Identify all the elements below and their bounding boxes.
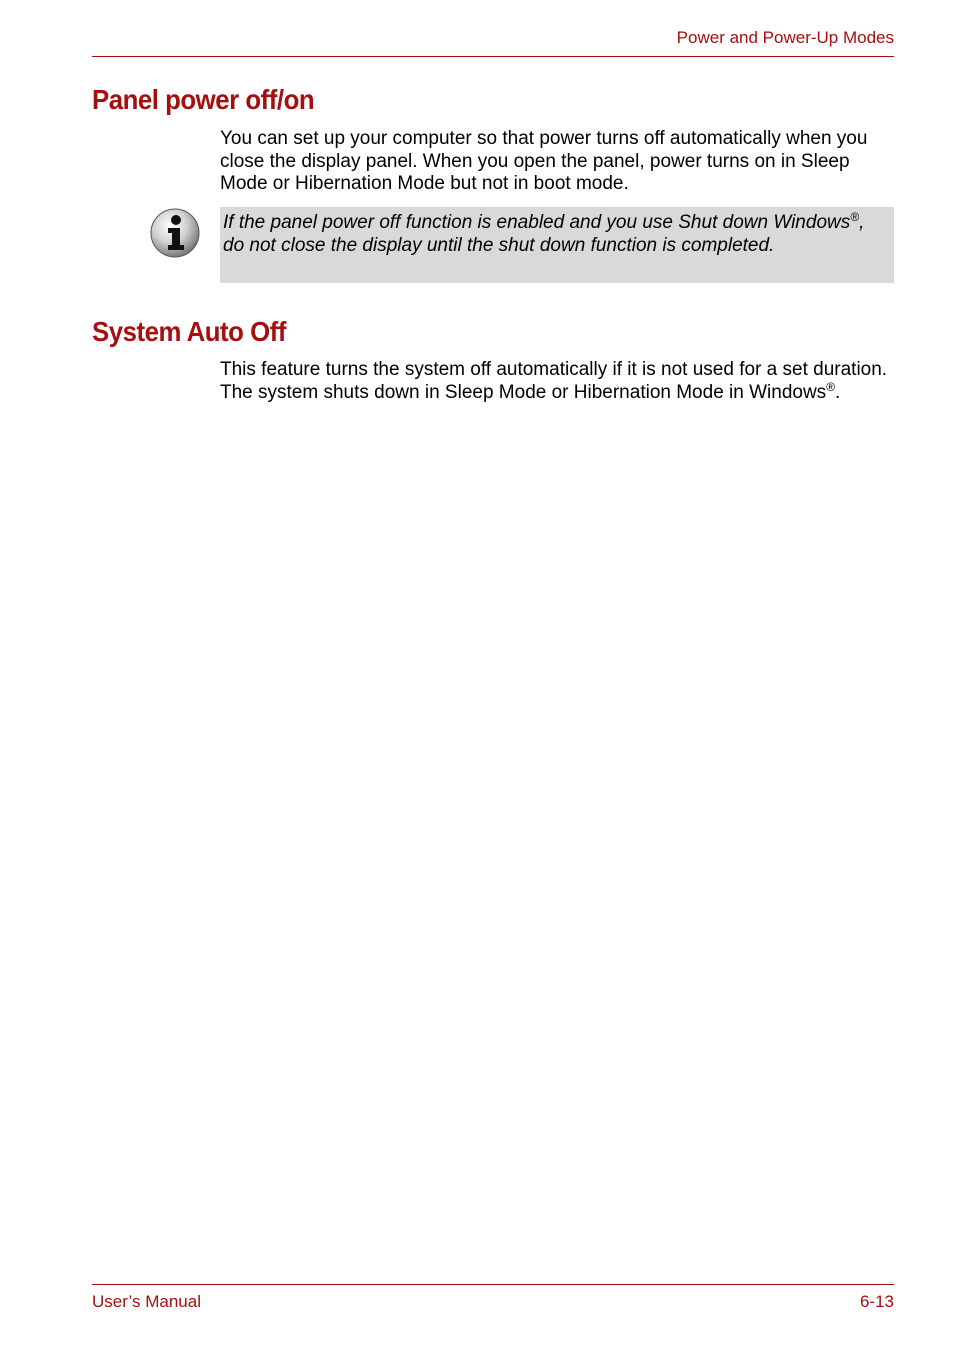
- info-icon: [149, 207, 201, 259]
- section-body-system-auto-off: [220, 359, 890, 404]
- footer-page-number: 6-13: [859, 1292, 894, 1311]
- header-section-title: Power and Power-Up Modes: [676, 28, 894, 47]
- section-body-panel-power: You can set up your computer so that power turns off automatically when you close the display panel. When you open the panel, power turns on in Sleep Mode or Hibernation Mode but not in boot mode.: [220, 128, 868, 194]
- section-heading-system-auto-off: System Auto Off: [92, 316, 286, 347]
- note-box: [220, 207, 894, 283]
- body-text-end: .: [835, 381, 841, 403]
- note-text: [223, 211, 883, 257]
- header-rule: [92, 56, 894, 57]
- body-registered-mark: ®: [826, 379, 836, 394]
- note-text-start: If the panel power off function is enabled and you use Shut down Windows: [223, 212, 851, 233]
- footer-rule: [92, 1284, 894, 1285]
- note-text-end: , do not close the display until the shut down function is completed.: [223, 212, 865, 256]
- body-text-start: This feature turns the system off automatically if it is not used for a set duration. The system shuts down in Sleep Mode or Hibernation Mode in Windows: [220, 359, 888, 403]
- footer-manual-title: User’s Manual: [92, 1292, 201, 1311]
- section-heading-panel-power: Panel power off/on: [92, 84, 315, 115]
- note-registered-mark: ®: [850, 210, 860, 224]
